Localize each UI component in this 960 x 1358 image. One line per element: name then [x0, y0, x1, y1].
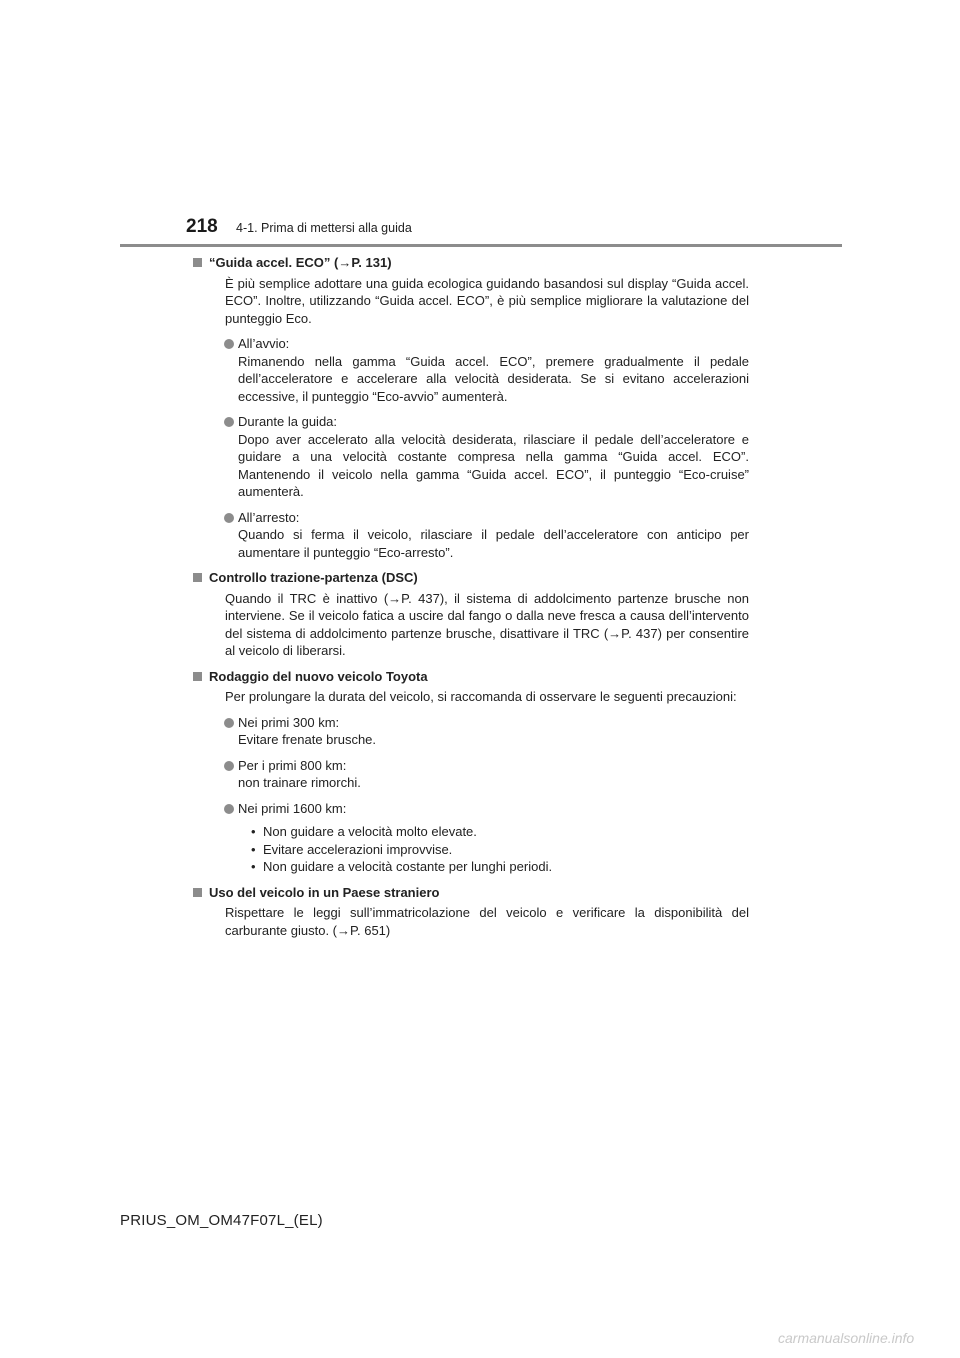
- sub-list-item: • Non guidare a velocità costante per lunghi periodi.: [251, 859, 553, 874]
- square-bullet-icon: [193, 672, 202, 681]
- section-title: Controllo trazione-partenza (DSC): [209, 570, 418, 585]
- section-paragraph: Rispettare le leggi sull’immatricolazione del veicolo e verificare la disponibilità del carburante giusto. (→P. 651): [225, 905, 749, 938]
- round-bullet-icon: [224, 339, 234, 349]
- round-bullet-icon: [224, 513, 234, 523]
- sub-list: [209, 823, 749, 876]
- list-item: [209, 800, 749, 818]
- bullet-label: All’avvio:: [238, 336, 290, 351]
- section-title: Uso del veicolo in un Paese straniero: [209, 884, 440, 900]
- bullet-text: Evitare frenate brusche.: [238, 732, 377, 747]
- round-bullet-icon: [224, 804, 234, 814]
- bullet-label: Nei primi 300 km:: [238, 714, 340, 730]
- section-title: “Guida accel. ECO” (→P. 131): [209, 255, 392, 270]
- round-bullet-icon: [224, 718, 234, 728]
- bullet-text: Quando si ferma il veicolo, rilasciare il pedale dell’acceleratore con anticipo per aumentare il punteggio “Eco-arresto”.: [238, 527, 749, 560]
- manual-content: [209, 254, 749, 947]
- bullet-label: Nei primi 1600 km:: [238, 800, 347, 816]
- bullet-label: Per i primi 800 km:: [238, 757, 347, 773]
- round-bullet-icon: [224, 417, 234, 427]
- watermark: carmanualsonline.info: [778, 1330, 915, 1346]
- section-paragraph: Quando il TRC è inattivo (→P. 437), il sistema di addolcimento partenze brusche non interviene. Se il veicolo fatica a uscire dal fango o dalla neve fresca a causa dell’intervento del sistema di addolcimento partenze brusche, disattivare il TRC (→P. 437) per consentire al veicolo di liberarsi.: [225, 590, 749, 658]
- bullet-label: All’arresto:: [238, 509, 300, 525]
- list-item: [209, 335, 749, 405]
- bullet-text: Rimanendo nella gamma “Guida accel. ECO”, premere gradualmente il pedale dell’acceleratore e accelerare alla velocità desiderata. Se si evitano accelerazioni eccessive, il punteggio “Eco-avvio” aumenterà.: [238, 353, 749, 404]
- section-title: Rodaggio del nuovo veicolo Toyota: [209, 668, 428, 684]
- list-item: [209, 509, 749, 562]
- bullet-label: Durante la guida:: [238, 414, 338, 429]
- square-bullet-icon: [193, 573, 202, 582]
- section-abroad: [209, 884, 749, 940]
- sub-list-item: • Evitare accelerazioni improvvise.: [251, 841, 453, 857]
- list-item: [209, 757, 749, 792]
- section-break-in: [209, 668, 749, 876]
- bullet-text: non trainare rimorchi.: [238, 775, 361, 790]
- list-item: [209, 714, 749, 749]
- chapter-title: 4-1. Prima di mettersi alla guida: [236, 221, 412, 235]
- bullet-text: Dopo aver accelerato alla velocità desiderata, rilasciare il pedale dell’acceleratore e guidare a una velocità costante compresa nella gamma “Guida accel. ECO”. Mantenendo il veicolo nella gamma “Guida accel. ECO”, il punteggio “Eco-cruise” aumenterà.: [238, 431, 749, 499]
- square-bullet-icon: [193, 258, 202, 267]
- page-number: 218: [186, 216, 218, 237]
- section-eco-guide: [209, 254, 749, 561]
- round-bullet-icon: [224, 761, 234, 771]
- section-paragraph: È più semplice adottare una guida ecologica guidando basandosi sul display “Guida accel. ECO”. Inoltre, utilizzando “Guida accel. ECO”, è più semplice migliorare la valutazione del punteggio Eco.: [225, 275, 749, 326]
- document-code: PRIUS_OM_OM47F07L_(EL): [120, 1212, 323, 1229]
- header-rule: [120, 244, 842, 247]
- square-bullet-icon: [193, 888, 202, 897]
- section-paragraph: Per prolungare la durata del veicolo, si raccomanda di osservare le seguenti precauzioni:: [225, 689, 737, 704]
- sub-list-item: • Non guidare a velocità molto elevate.: [251, 824, 477, 839]
- list-item: [209, 413, 749, 501]
- section-dsc: [209, 569, 749, 660]
